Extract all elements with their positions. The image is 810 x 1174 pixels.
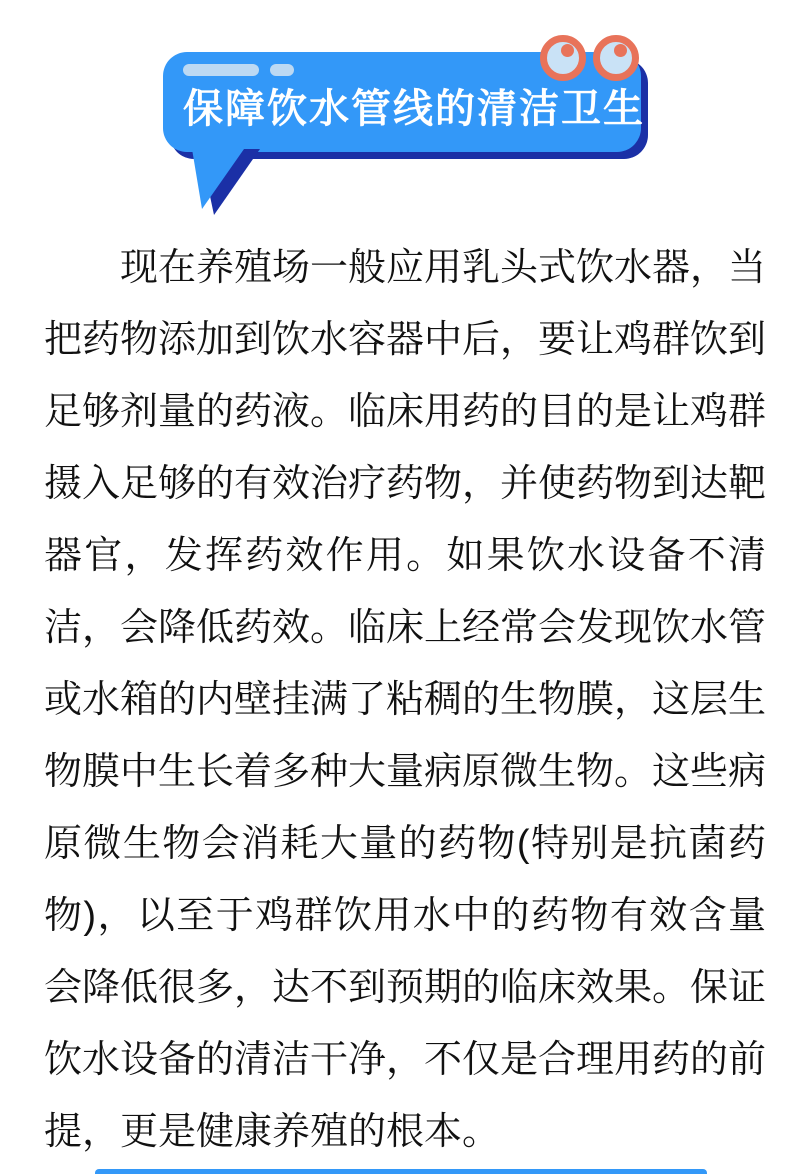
highlight-bar-long-icon (183, 64, 259, 76)
bubble-tail-icon (192, 149, 264, 219)
eye-right-pupil-icon (614, 44, 627, 57)
eye-left-icon (540, 35, 586, 81)
next-section-bubble-edge (95, 1169, 707, 1174)
article-paragraph: 现在养殖场一般应用乳头式饮水器，当把药物添加到饮水容器中后，要让鸡群饮到足够剂量的药液。临床用药的目的是让鸡群摄入足够的有效治疗药物，并使药物到达靶器官，发挥药效作用。如果饮水设备不清洁，会降低药效。临床上经常会发现饮水管或水箱的内壁挂满了粘稠的生物膜，这层生物膜中生长着多种大量病原微生物。这些病原微生物会消耗大量的药物(特别是抗菌药物)，以至于鸡群饮用水中的药物有效含量会降低很多，达不到预期的临床效果。保证饮水设备的清洁干净，不仅是合理用药的前提，更是健康养殖的根本。 (44, 247, 767, 1153)
eye-right-icon (593, 35, 639, 81)
section-title: 保障饮水管线的清洁卫生 (183, 87, 645, 131)
highlight-bar-short-icon (270, 64, 294, 76)
eye-left-pupil-icon (561, 44, 574, 57)
